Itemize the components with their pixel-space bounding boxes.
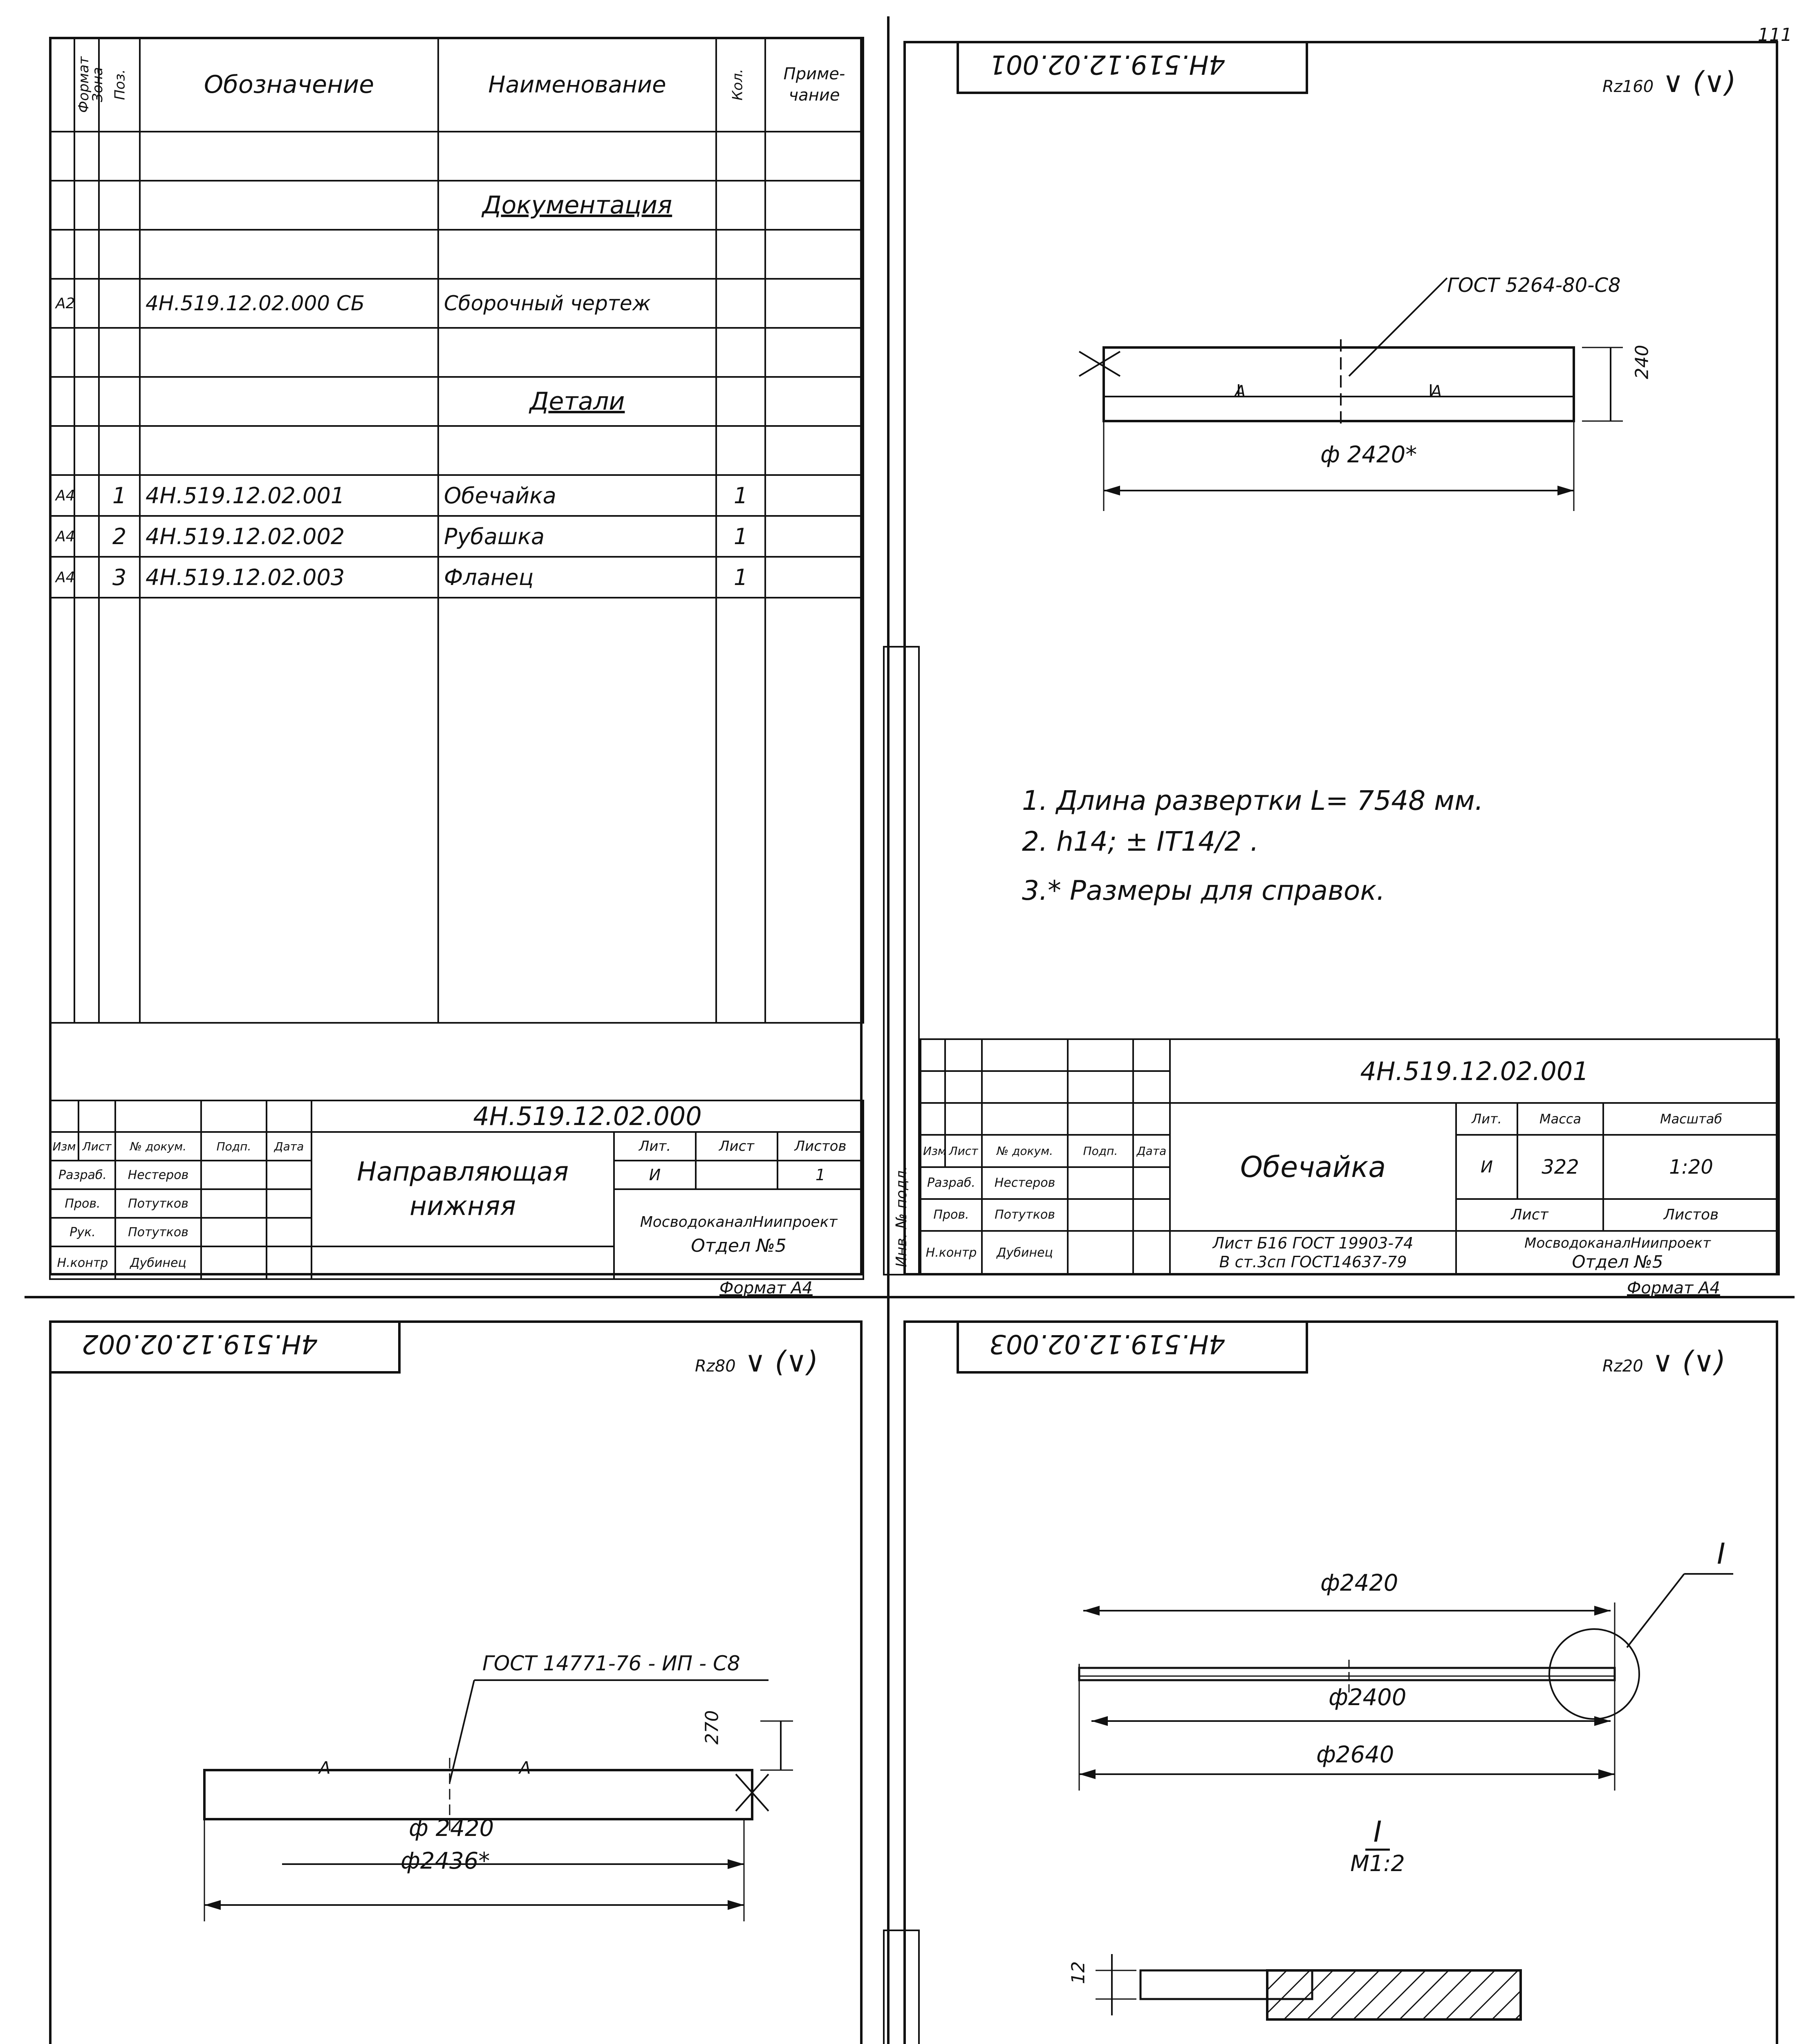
header-note: Приме-чание — [765, 38, 863, 132]
sheet3-view-mark: I — [1717, 1537, 1725, 1571]
sheet3-mirrored-code: 4Н.519.12.02.003 — [989, 1329, 1226, 1359]
header-qty: Кол. — [716, 38, 765, 132]
sheet1-stamp-title: Обечайка — [1170, 1103, 1456, 1231]
table-row: А4 1 4Н.519.12.02.001 Обечайка 1 — [50, 475, 863, 516]
spec-stamp-title: Направляющая нижняя — [311, 1132, 614, 1246]
header-format: Формат — [50, 38, 74, 132]
sheet3-roughness: Rz20 ∨ (∨) — [1602, 1345, 1726, 1378]
sheet1-format-note: Формат А4 — [1627, 1279, 1720, 1298]
sheet1-section-mark-right: А — [1431, 382, 1442, 401]
sheet3-dim-d3: ф2640 — [1316, 1741, 1394, 1768]
table-row: А4 3 4Н.519.12.02.003 Фланец 1 — [50, 557, 863, 598]
sheet2-mirrored-code: 4Н.519.12.02.002 — [82, 1329, 318, 1359]
spec-stamp-code: 4Н.519.12.02.000 — [311, 1100, 863, 1132]
docs-designation: 4Н.519.12.02.000 СБ — [140, 279, 438, 328]
sheet3-side-label — [893, 1958, 910, 2044]
detail-circle — [1549, 1629, 1639, 1719]
sheet3-dim-d1: ф2420 — [1320, 1570, 1398, 1596]
section-parts: Детали — [438, 377, 716, 426]
docs-name: Сборочный чертеж — [438, 279, 716, 328]
sheet2-dim-diameter-1: ф 2420 — [409, 1815, 494, 1842]
sheet3-part-outline — [1079, 1668, 1615, 1680]
sheet3-dim-d2: ф2400 — [1329, 1684, 1407, 1711]
section-docs: Документация — [438, 181, 716, 230]
sheet3-detail-drawing — [1079, 1946, 1529, 2044]
header-zone: Зона — [74, 38, 99, 132]
docs-format: А2 — [50, 279, 74, 328]
sheet3-detail-title: I М1:2 — [1337, 1815, 1418, 1876]
sheet1-part-outline — [1104, 347, 1574, 421]
sheet1-mirrored-code: 4Н.519.12.02.001 — [989, 49, 1226, 79]
sheet2-weld-note: ГОСТ 14771-76 - ИП - С8 — [482, 1652, 740, 1675]
sheet2-section-mark-right: А — [519, 1758, 531, 1778]
spec-table — [49, 37, 864, 1024]
spec-format-note: Формат А4 — [719, 1279, 813, 1298]
sheet1-roughness: Rz160 ∨ (∨) — [1602, 65, 1736, 99]
spec-stamp: 4Н.519.12.02.000 Изм Лист № докум. Подп. Дата Направляющая нижняя Лит. Лист Листов Разраб. Нестеров И 1 Пров. Потутков МосводоканалНиипроект Отдел №5 Рук. Потутков Н.контр Дубинец — [49, 1100, 864, 1280]
sheet3-detail-scale: М1:2 — [1350, 1851, 1405, 1876]
sheet2-roughness: Rz80 ∨ (∨) — [695, 1345, 818, 1378]
table-row: А4 2 4Н.519.12.02.002 Рубашка 1 — [50, 516, 863, 557]
header-name: Наименование — [438, 38, 716, 132]
sheet1-dim-diameter: ф 2420* — [1320, 442, 1417, 468]
sheet1-weld-note: ГОСТ 5264-80-С8 — [1447, 274, 1621, 297]
sheet3-dim-thickness: 12 — [1068, 1961, 1089, 1984]
sheet1-stamp: 4Н.519.12.02.001 Обечайка Лит. Масса Масштаб Изм Лист № докум. Подп. Дата И 322 1:20 Разраб. Нестеров Пров. Потутков Лист Листов Н.контр Дубинец Лист Б16 ГОСТ 19903-74 В ст.3сп ГОСТ14637-79 МосводоканалНиипроект Отдел №5 — [920, 1038, 1780, 1275]
sheet2-dim-diameter-2: ф2436* — [401, 1848, 490, 1874]
sheet2-dim-height: 270 — [701, 1710, 723, 1745]
horizontal-divider — [25, 1296, 1795, 1298]
header-designation: Обозначение — [140, 38, 438, 132]
sheet1-side-label: Инв. № подл. — [893, 1165, 910, 1267]
sheet1-note-1: 1. Длина развертки L= 7548 мм. — [1022, 785, 1483, 816]
page-number: 111 — [1758, 25, 1792, 45]
sheet2-section-mark-left: А — [319, 1758, 331, 1778]
sheet2-drawing — [155, 1635, 809, 1930]
header-pos: Поз. — [99, 38, 140, 132]
sheet1-section-mark-left: А — [1235, 382, 1246, 401]
sheet1-note-2: 2. h14; ± IT14/2 . — [1022, 826, 1259, 857]
sheet1-note-3: 3.* Размеры для справок. — [1022, 875, 1385, 906]
sheet1-dim-height: 240 — [1631, 345, 1653, 379]
hatched-section — [1267, 1970, 1521, 2019]
sheet1-stamp-code: 4Н.519.12.02.001 — [1170, 1039, 1779, 1103]
sheet2-part-outline — [204, 1770, 752, 1819]
